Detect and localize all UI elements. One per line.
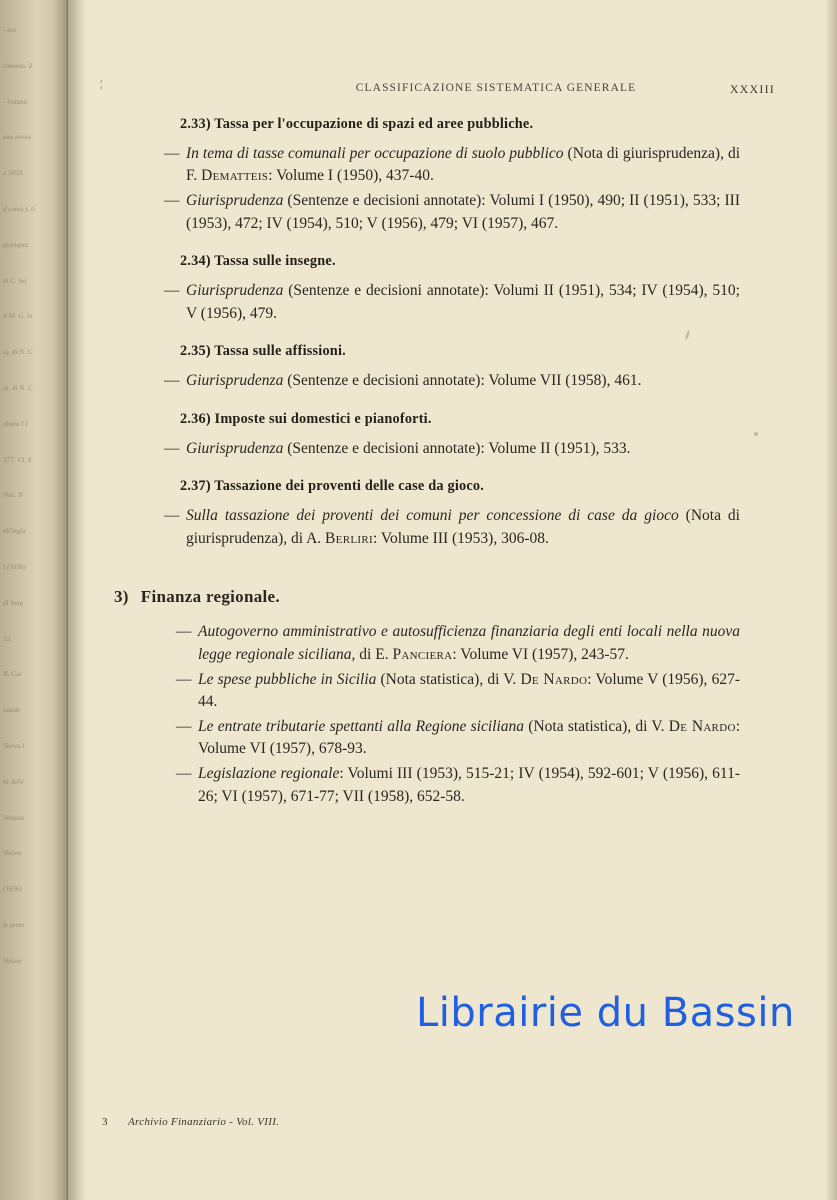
bibliography-entry <box>164 438 740 461</box>
gutter-text-fragment: di Inng <box>2 598 24 607</box>
running-head: CLASSIFICAZIONE SISTEMATICA GENERALE <box>355 82 637 94</box>
gutter-text-fragment: le prem <box>2 920 25 929</box>
entry-dash: — <box>176 717 192 735</box>
entry-author: Dematteis <box>201 167 269 185</box>
bibliography-entry <box>164 143 740 188</box>
gutter-text-fragment: nza aveva <box>2 133 32 142</box>
section-group <box>102 341 740 392</box>
entry-reference: : Volume VI (1957), 243-57. <box>452 645 629 663</box>
gutter-text-fragment: B. Cac <box>2 670 23 679</box>
numbered-section-number: 3) <box>114 586 129 606</box>
entry-dash: — <box>176 623 192 641</box>
entry-note: (Sentenze e decisioni annotate): Volume II (1951), 533. <box>283 439 631 457</box>
gutter-text-fragment: Nuc. II <box>2 491 24 500</box>
entry-note: (Nota statistica), di V. <box>376 670 521 688</box>
entry-author: Panciera <box>392 645 453 663</box>
entry-note: (Nota statistica), di V. <box>524 717 669 735</box>
entry-title: In tema di tasse comunali per occupazione di suolo pubblico <box>186 144 564 162</box>
gutter-text-fragment: Terres l <box>2 741 25 750</box>
entry-author: De Nardo <box>520 670 588 688</box>
page-content <box>86 0 837 1200</box>
page-body <box>102 110 740 810</box>
gutter-text-fragment: (1956) <box>2 885 23 894</box>
entry-title: Legislazione regionale <box>198 765 340 783</box>
entry-title: Giurisprudenza <box>186 439 284 457</box>
gutter-text-fragment: Volume <box>2 813 26 822</box>
gutter-text-fragment: 53. <box>2 634 13 643</box>
page-footer <box>102 1116 279 1128</box>
numbered-section-entries <box>102 621 740 808</box>
entry-dash: — <box>164 192 180 210</box>
entry-reference: : Volume VI (1957), 678-93. <box>198 717 740 758</box>
footer-page-number: 3 <box>102 1116 108 1128</box>
entry-dash: — <box>176 670 192 688</box>
entry-note: , di E. <box>351 645 393 663</box>
section-heading: 2.34) Tassa sulle insegne. <box>180 253 336 270</box>
entry-note: : Volumi III (1953), 515-21; IV (1954), 592-601; V (1956), 611-26; VI (1957), 671-77; VII (1958), 652-58. <box>198 765 740 805</box>
adjacent-page-text <box>0 0 60 1200</box>
gutter-text-fragment: - mo <box>2 26 17 34</box>
entry-dash: — <box>176 765 192 783</box>
gutter-text-fragment: I (1956) <box>2 562 27 571</box>
entry-reference: : Volume III (1953), 306-08. <box>372 529 549 547</box>
entry-author: De Nardo <box>668 717 736 735</box>
gutter-text-fragment: Volum <box>2 956 23 965</box>
entry-title: Le entrate tributarie spettanti alla Regione siciliana <box>198 717 525 735</box>
entry-note: (Sentenze e decisioni annotate): Volumi II (1951), 534; IV (1954), 510; V (1956), 479. <box>186 282 740 322</box>
gutter-text-fragment: - Volumi <box>2 97 28 106</box>
bibliography-entry <box>176 716 740 761</box>
paper-speck <box>754 432 758 436</box>
section-group <box>102 409 740 460</box>
entry-title: Sulla tassazione dei proventi dei comuni per concessione di case da gioco <box>186 507 679 525</box>
numbered-section-title: Finanza regionale. <box>140 586 280 606</box>
bibliography-entry <box>176 669 740 714</box>
entry-author: Berliri <box>325 529 373 547</box>
watermark: Librairie du Bassin <box>416 990 795 1036</box>
entry-reference: : Volume I (1950), 437-40. <box>268 167 434 185</box>
section-group <box>102 114 740 235</box>
entry-dash: — <box>164 507 180 525</box>
gutter-text-fragment: a 5650. <box>2 169 25 178</box>
section-heading: 2.37) Tassazione dei proventi delle case da gioco. <box>180 478 485 495</box>
entry-dash: — <box>164 372 180 390</box>
gutter-text-fragment: a), di N. C <box>2 383 33 392</box>
entry-title: Le spese pubbliche in Sicilia <box>198 670 377 688</box>
entry-note: (Sentenze e decisioni annotate): Volume VII (1958), 461. <box>283 372 642 390</box>
entry-title: Giurisprudenza <box>186 282 284 300</box>
gutter-text-fragment: tti delV <box>2 777 25 786</box>
entry-title: Giurisprudenza <box>186 192 284 210</box>
numbered-section-heading <box>114 585 740 610</box>
section-group <box>102 476 740 550</box>
entry-reference: : Volume V (1956), 627-44. <box>198 670 740 711</box>
gutter-text-fragment: a), di N. C <box>2 348 33 357</box>
margin-tick: ¦ <box>100 78 103 90</box>
entry-dash: — <box>164 144 180 162</box>
gutter-text-fragment: d coma ), ti <box>2 204 36 213</box>
gutter-text-fragment: ell'ingiu <box>2 527 27 536</box>
gutter-text-fragment: li M. G. la <box>2 312 33 321</box>
section-heading: 2.33) Tassa per l'occupazione di spazi ed aree pubbliche. <box>180 116 534 132</box>
gutter-text-fragment: olumi I I <box>2 419 29 428</box>
section-heading: 2.36) Imposte sui domestici e pianoforti. <box>180 410 432 427</box>
bibliography-entry <box>164 370 740 393</box>
bibliography-entry <box>176 621 740 666</box>
bibliography-entry <box>164 190 740 235</box>
gutter-text-fragment: Volum <box>2 849 23 858</box>
entry-dash: — <box>164 282 180 300</box>
page-folio: XXXIII <box>729 82 775 96</box>
entry-title: Giurisprudenza <box>186 372 284 390</box>
binding-shadow <box>68 0 86 1200</box>
entry-note: (Sentenze e decisioni annotate): Volumi I (1950), 490; II (1951), 533; III (1953), 472; IV (1954), 510; V (1956), 479; VI (1957), 467. <box>186 192 740 232</box>
section-group <box>102 251 740 325</box>
page-gutter <box>0 0 68 1200</box>
footer-title: Archivio Finanziario - Vol. VIII. <box>128 1116 280 1128</box>
gutter-text-fragment: 577, VI, 8 <box>2 455 32 464</box>
gutter-text-fragment: di C. Sri <box>2 276 28 285</box>
gutter-text-fragment: ionale <box>2 706 21 715</box>
entry-dash: — <box>164 439 180 457</box>
bibliography-entry <box>164 505 740 550</box>
section-heading: 2.35) Tassa sulle affissioni. <box>180 343 346 360</box>
entry-note: (Nota di giurisprudenza), di A. <box>186 507 740 547</box>
entry-title: Autogoverno amministrativo e autosufficienza finanziaria degli enti locali nella nuova legge regionale siciliana <box>198 623 740 663</box>
bibliography-entry <box>176 763 740 808</box>
gutter-text-fragment: giurispru <box>2 240 29 249</box>
bibliography-entry <box>164 280 740 325</box>
entry-note: (Nota di giurisprudenza), di F. <box>186 144 740 185</box>
gutter-text-fragment: rimento, il <box>2 61 33 70</box>
